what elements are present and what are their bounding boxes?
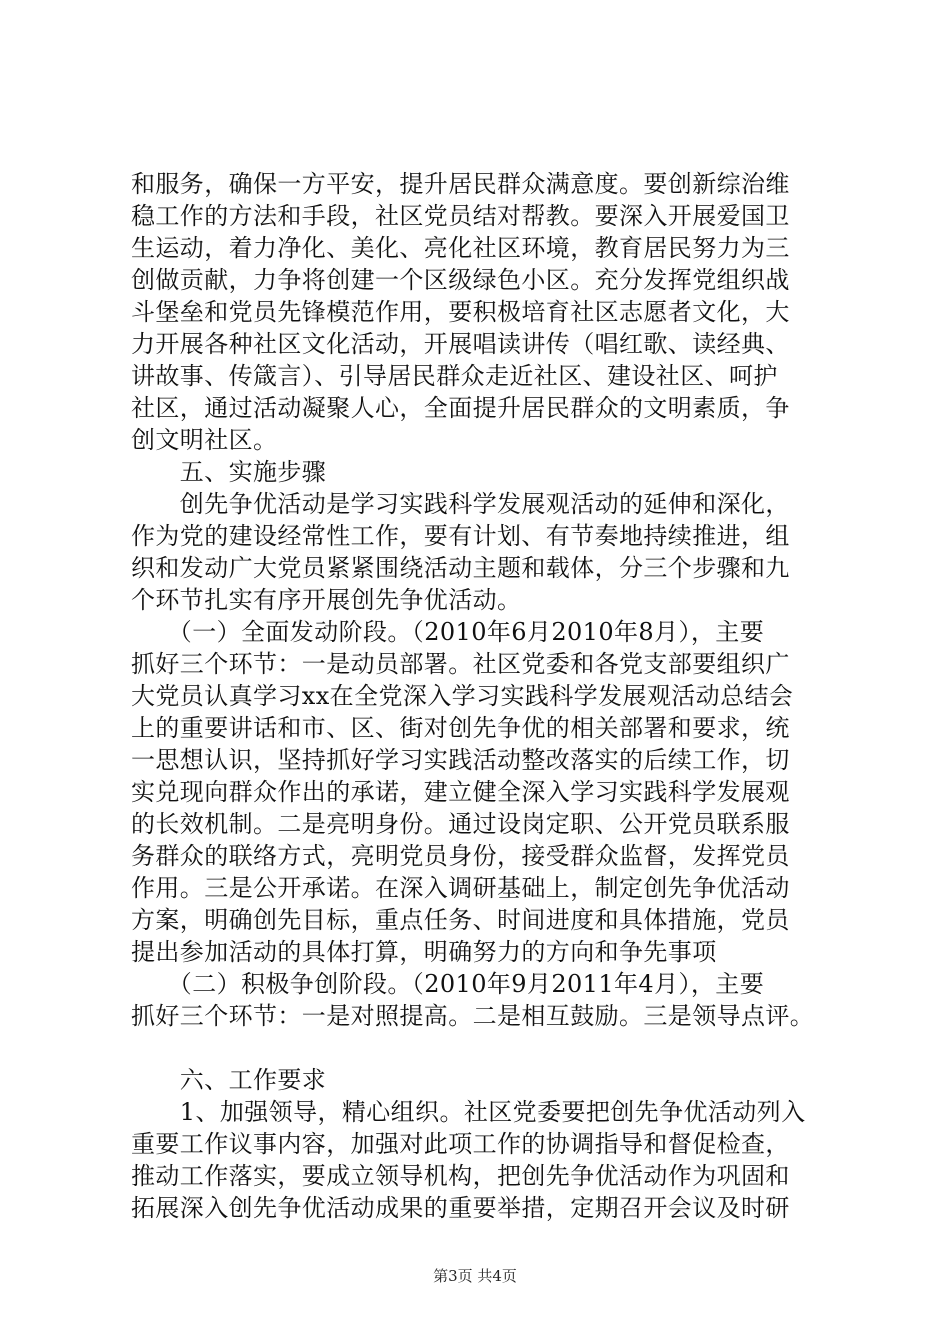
text-line: 作用。三是公开承诺。在深入调研基础上，制定创先争优活动 [131,874,790,902]
text-line: 抓好三个环节：一是动员部署。社区党委和各党支部要组织广 [131,650,790,678]
text-line: 六、工作要求 [131,1066,327,1094]
text-line: 拓展深入创先争优活动成果的重要举措，定期召开会议及时研 [131,1194,790,1222]
text-line: 力开展各种社区文化活动，开展唱读讲传（唱红歌、读经典、 [131,330,790,358]
text-line: 1、加强领导，精心组织。社区党委要把创先争优活动列入 [131,1098,806,1126]
text-line: 织和发动广大党员紧紧围绕活动主题和载体，分三个步骤和九 [131,554,790,582]
text-line: 创文明社区。 [131,426,278,454]
text-line: 提出参加活动的具体打算，明确努力的方向和争先事项 [131,938,717,966]
text-line: 创先争优活动是学习实践科学发展观活动的延伸和深化， [131,490,790,518]
text-line: 抓好三个环节：一是对照提高。二是相互鼓励。三是领导点评。 [131,1002,815,1030]
text-line: 生运动，着力净化、美化、亮化社区环境，教育居民努力为三 [131,234,790,262]
text-line: 推动工作落实，要成立领导机构，把创先争优活动作为巩固和 [131,1162,790,1190]
text-line: 和服务，确保一方平安，提升居民群众满意度。要创新综治维 [131,170,790,198]
blank-line [131,1032,836,1064]
text-line: 的长效机制。二是亮明身份。通过设岗定职、公开党员联系服 [131,810,790,838]
text-line: 方案，明确创先目标，重点任务、时间进度和具体措施，党员 [131,906,790,934]
text-line: 讲故事、传箴言）、引导居民群众走近社区、建设社区、呵护 [131,362,778,390]
text-line: 一思想认识，坚持抓好学习实践活动整改落实的后续工作，切 [131,746,790,774]
text-line: 五、实施步骤 [131,458,327,486]
text-line: 稳工作的方法和手段，社区党员结对帮教。要深入开展爱国卫 [131,202,790,230]
text-line: （一）全面发动阶段。（2010年6月2010年8月），主要 [131,618,765,646]
page-footer: 第3页 共4页 [433,1267,517,1285]
text-line: 重要工作议事内容，加强对此项工作的协调指导和督促检查， [131,1130,790,1158]
text-line: 个环节扎实有序开展创先争优活动。 [131,586,522,614]
document-body [131,168,836,1224]
text-line: 大党员认真学习xx在全党深入学习实践科学发展观活动总结会 [131,682,794,710]
text-line: 作为党的建设经常性工作，要有计划、有节奏地持续推进，组 [131,522,790,550]
text-line: （二）积极争创阶段。（2010年9月2011年4月），主要 [131,970,765,998]
text-line: 实兑现向群众作出的承诺，建立健全深入学习实践科学发展观 [131,778,790,806]
text-line: 上的重要讲话和市、区、街对创先争优的相关部署和要求，统 [131,714,790,742]
text-line: 务群众的联络方式，亮明党员身份，接受群众监督，发挥党员 [131,842,790,870]
text-line: 社区，通过活动凝聚人心，全面提升居民群众的文明素质，争 [131,394,790,422]
text-line: 斗堡垒和党员先锋模范作用，要积极培育社区志愿者文化，大 [131,298,790,326]
text-line: 创做贡献，力争将创建一个区级绿色小区。充分发挥党组织战 [131,266,790,294]
